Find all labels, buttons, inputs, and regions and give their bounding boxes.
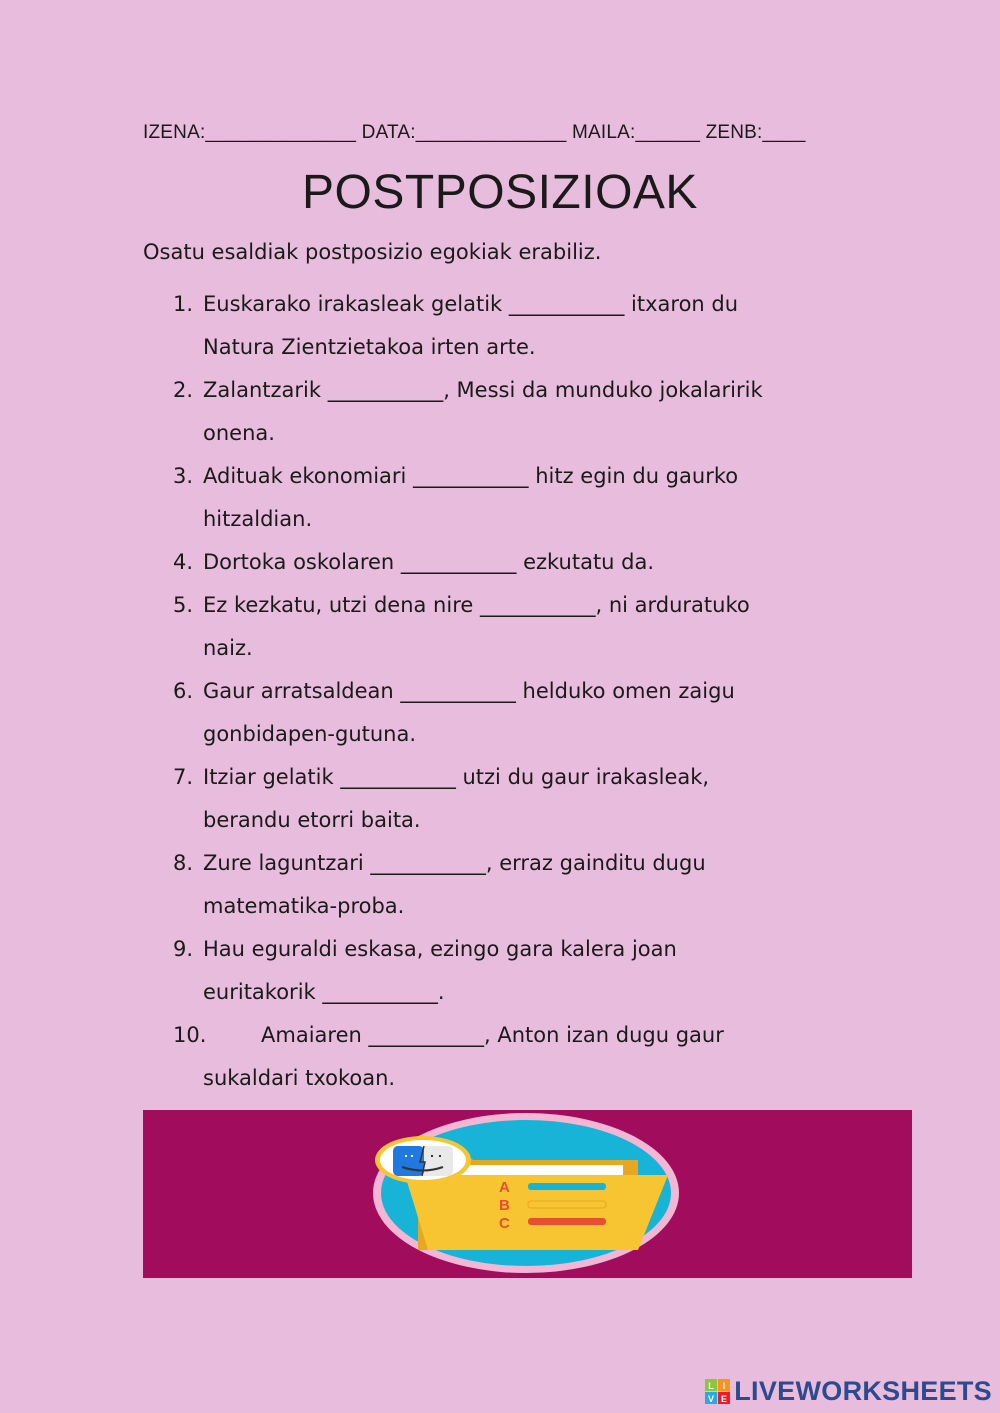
question-line-2: sukaldari txokoan. <box>203 1066 396 1090</box>
svg-text:I: I <box>723 1380 726 1391</box>
svg-text:V: V <box>708 1393 715 1404</box>
question-item <box>173 928 873 1014</box>
question-item <box>173 756 873 842</box>
question-line-1: Zalantzarik ___________, Messi da munduko jokalaririk <box>203 378 763 402</box>
svg-text:E: E <box>721 1393 728 1404</box>
question-line-2: Natura Zientzietakoa irten arte. <box>203 335 536 359</box>
question-item <box>173 369 873 455</box>
question-number: 8. <box>173 851 194 875</box>
live-badge-icon <box>705 1379 731 1405</box>
question-number: 9. <box>173 937 194 961</box>
question-item <box>173 670 873 756</box>
question-number: 10. <box>173 1023 207 1047</box>
question-line-1: Itziar gelatik ___________ utzi du gaur irakasleak, <box>203 765 710 789</box>
svg-text:B: B <box>499 1197 510 1214</box>
alphabet-folder-icon <box>143 1110 912 1278</box>
svg-text:L: L <box>708 1380 715 1391</box>
question-line-1: Hau eguraldi eskasa, ezingo gara kalera joan <box>203 937 677 961</box>
question-line-1: Euskarako irakasleak gelatik ___________ itxaron du <box>203 292 739 316</box>
question-item <box>173 455 873 541</box>
question-number: 4. <box>173 550 194 574</box>
question-item <box>173 283 873 369</box>
instruction-text: Osatu esaldiak postposizio egokiak erabiliz. <box>143 240 602 264</box>
question-item <box>173 541 873 584</box>
question-line-1: Amaiaren ___________, Anton izan dugu gaur <box>261 1023 724 1047</box>
question-list <box>173 283 873 1100</box>
svg-text:C: C <box>499 1215 510 1232</box>
question-item <box>173 1014 873 1100</box>
question-line-2: naiz. <box>203 636 253 660</box>
liveworksheets-logo <box>705 1376 992 1407</box>
question-line-2: euritakorik ___________. <box>203 980 445 1004</box>
question-line-2: hitzaldian. <box>203 507 313 531</box>
question-line-2: gonbidapen-gutuna. <box>203 722 417 746</box>
question-line-1: Adituak ekonomiari ___________ hitz egin du gaurko <box>203 464 739 488</box>
question-line-1: Zure laguntzari ___________, erraz gainditu dugu <box>203 851 706 875</box>
question-number: 7. <box>173 765 194 789</box>
question-number: 3. <box>173 464 194 488</box>
question-line-2: berandu etorri baita. <box>203 808 421 832</box>
student-info-fields: IZENA:______________ DATA:______________ MAILA:______ ZENB:____ <box>143 122 806 143</box>
question-number: 1. <box>173 292 194 316</box>
question-line-1: Gaur arratsaldean ___________ helduko omen zaigu <box>203 679 735 703</box>
svg-text:A: A <box>499 1179 510 1196</box>
question-number: 2. <box>173 378 194 402</box>
question-line-2: onena. <box>203 421 275 445</box>
question-item <box>173 584 873 670</box>
logo-wordmark: LIVEWORKSHEETS <box>734 1376 992 1406</box>
question-line-2: matematika-proba. <box>203 894 405 918</box>
question-number: 5. <box>173 593 194 617</box>
question-line-1: Ez kezkatu, utzi dena nire ___________, ni arduratuko <box>203 593 750 617</box>
question-line-1: Dortoka oskolaren ___________ ezkutatu da. <box>203 550 655 574</box>
question-item <box>173 842 873 928</box>
page-title: POSTPOSIZIOAK <box>302 166 698 219</box>
question-number: 6. <box>173 679 194 703</box>
banner <box>143 1110 912 1278</box>
